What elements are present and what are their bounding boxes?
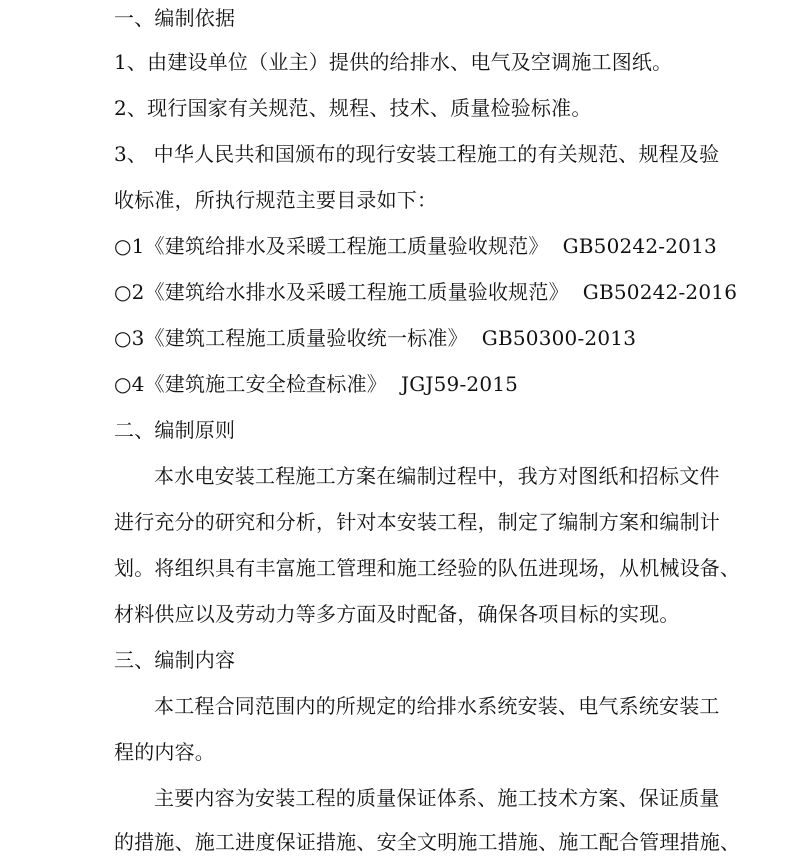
principle-paragraph-line: 划。将组织具有丰富施工管理和施工经验的队伍进现场，从机械设备、 <box>114 556 741 580</box>
basis-item-2: 2、现行国家有关规范、规程、技术、质量检验标准。 <box>114 96 592 120</box>
standard-code: GB50300-2013 <box>481 326 637 350</box>
content-paragraph-2-line: 主要内容为安装工程的质量保证体系、施工技术方案、保证质量 <box>154 786 720 810</box>
standard-title: ○1《建筑给排水及采暖工程施工质量验收规范》 <box>114 234 549 258</box>
standard-code: JGJ59-2015 <box>400 372 519 396</box>
basis-item-1: 1、由建设单位（业主）提供的给排水、电气及空调施工图纸。 <box>114 50 673 74</box>
principle-paragraph-line: 本水电安装工程施工方案在编制过程中，我方对图纸和招标文件 <box>154 464 720 488</box>
standard-title: ○4《建筑施工安全检查标准》 <box>114 372 387 396</box>
basis-item-3-line-2: 收标准，所执行规范主要目录如下： <box>114 188 438 212</box>
standard-code: GB50242-2013 <box>562 234 717 258</box>
standard-item-4 <box>114 370 518 398</box>
standard-item-3 <box>114 324 636 352</box>
content-paragraph-1-line: 本工程合同范围内的所规定的给排水系统安装、电气系统安装工 <box>154 694 720 718</box>
standard-code: GB50242-2016 <box>582 280 738 304</box>
standard-title: ○2《建筑给水排水及采暖工程施工质量验收规范》 <box>114 280 569 304</box>
standard-title: ○3《建筑工程施工质量验收统一标准》 <box>114 326 468 350</box>
content-paragraph-2-line: 的措施、施工进度保证措施、安全文明施工措施、施工配合管理措施、 <box>114 830 741 854</box>
section1-heading: 一、编制依据 <box>114 6 236 30</box>
content-paragraph-1-line: 程的内容。 <box>114 740 215 764</box>
standard-item-1 <box>114 232 717 260</box>
basis-item-3-line-1: 3、 中华人民共和国颁布的现行安装工程施工的有关规范、规程及验 <box>114 142 720 166</box>
section2-heading: 二、编制原则 <box>114 418 236 442</box>
standard-item-2 <box>114 278 737 306</box>
principle-paragraph-line: 进行充分的研究和分析，针对本安装工程，制定了编制方案和编制计 <box>114 510 720 534</box>
section3-heading: 三、编制内容 <box>114 648 236 672</box>
principle-paragraph-line: 材料供应以及劳动力等多方面及时配备，确保各项目标的实现。 <box>114 602 680 626</box>
